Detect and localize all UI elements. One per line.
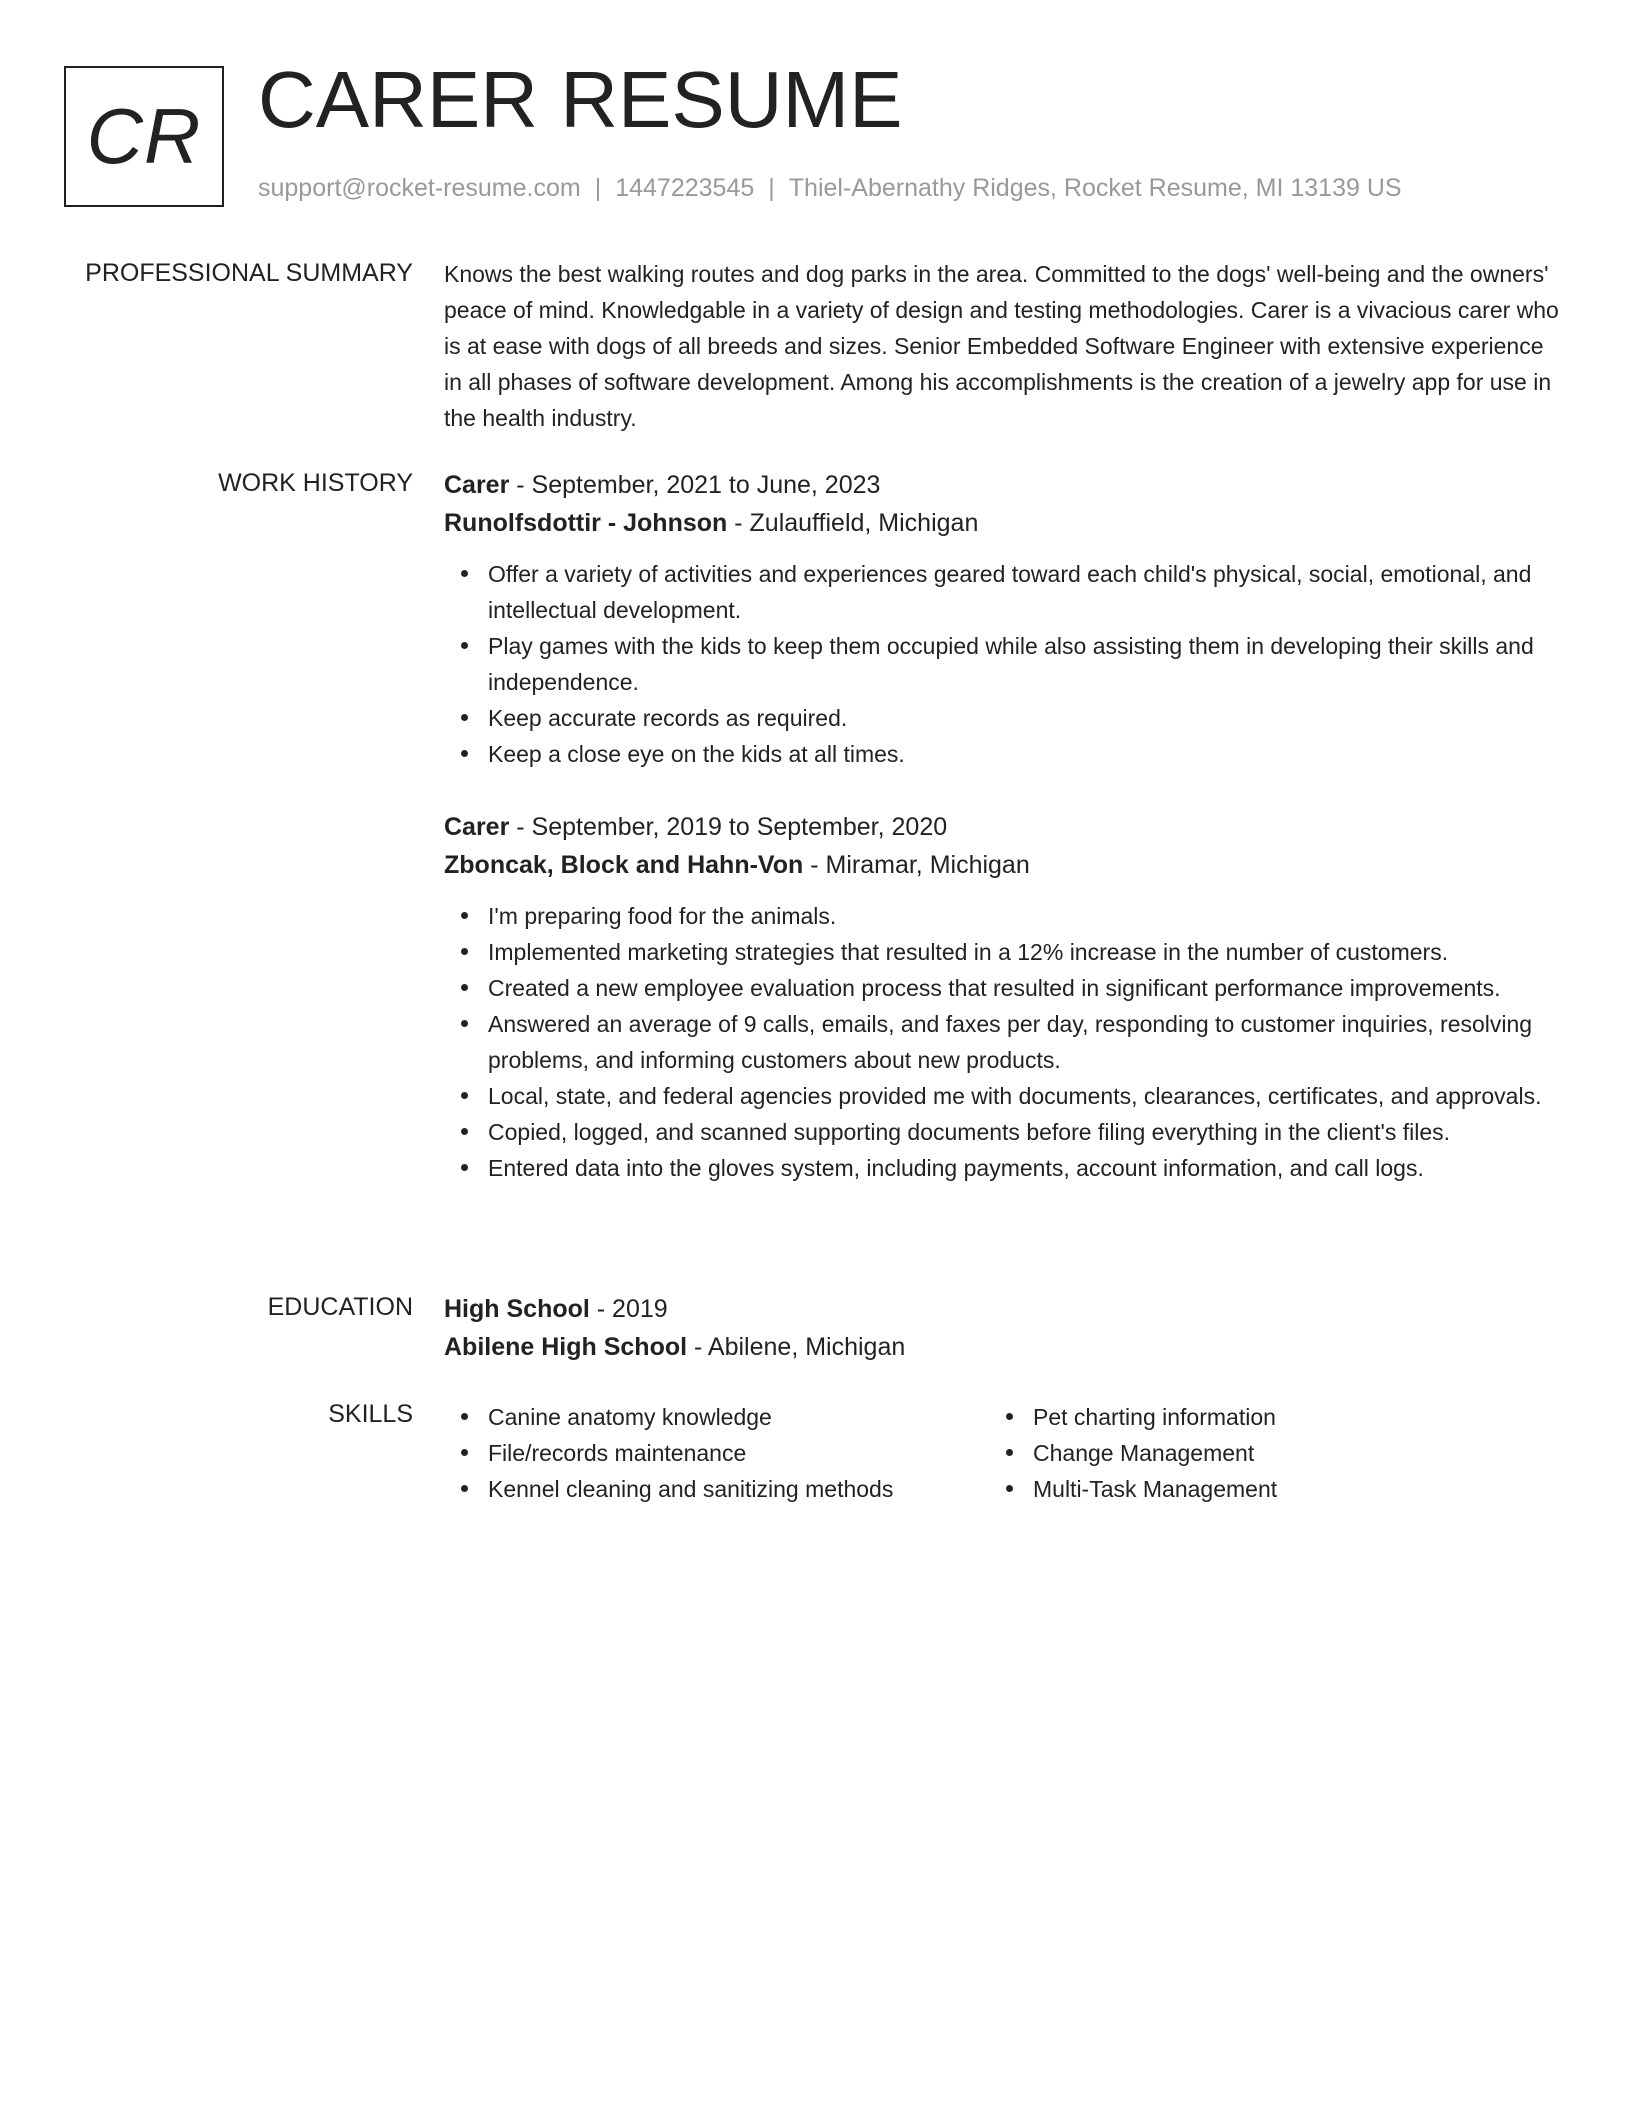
job-company: Runolfsdottir - Johnson [444,509,728,537]
skills-list [444,1399,989,1507]
skill-item: Change Management [989,1435,1534,1471]
education-location: - Abilene, Michigan [687,1333,906,1361]
education-degree: High School [444,1295,590,1323]
job-entry [444,808,1560,1186]
job-company-line [444,846,1560,884]
job-bullet: Answered an average of 9 calls, emails, and faxes per day, responding to customer inquiries, resolving problems, and informing customers about new products. [444,1006,1560,1078]
job-bullet: Local, state, and federal agencies provided me with documents, clearances, certificates, and approvals. [444,1078,1560,1114]
skill-item: Multi-Task Management [989,1471,1534,1507]
job-company-line [444,504,1560,542]
education-school-line [444,1328,1560,1366]
education-body [444,1290,1560,1366]
summary-body [444,256,1560,436]
education-school: Abilene High School [444,1333,688,1361]
job-bullet: Entered data into the gloves system, including payments, account information, and call logs. [444,1150,1560,1186]
job-role: Carer [444,471,510,499]
job-bullet: Keep a close eye on the kids at all times. [444,736,1560,772]
job-location: - Miramar, Michigan [803,851,1030,879]
job-bullet: Play games with the kids to keep them occupied while also assisting them in developing their skills and independence. [444,628,1560,700]
summary-heading: PROFESSIONAL SUMMARY [85,259,413,287]
skill-item: Kennel cleaning and sanitizing methods [444,1471,989,1507]
job-role: Carer [444,813,510,841]
skill-item: Canine anatomy knowledge [444,1399,989,1435]
summary-text: Knows the best walking routes and dog parks in the area. Committed to the dogs' well-being and the owners' peace of mind. Knowledgable in a variety of design and testing methodologies. Carer is a vivacious carer who is at ease with dogs of all breeds and sizes. Senior Embedded Software Engineer with extensive experience in all phases of software development. Among his accomplishments is the creation of a jewelry app for use in the health industry. [444,261,1559,431]
skill-item: Pet charting information [989,1399,1534,1435]
contact-email: support@rocket-resume.com [258,174,581,202]
job-bullet: Copied, logged, and scanned supporting documents before filing everything in the client's files. [444,1114,1560,1150]
resume-title: CARER RESUME [258,55,903,144]
job-title-line [444,808,1560,846]
job-company: Zboncak, Block and Hahn-Von [444,851,804,879]
skill-item: File/records maintenance [444,1435,989,1471]
job-entry [444,466,1560,772]
skills-column-1 [444,1399,989,1507]
skills-heading: SKILLS [328,1400,413,1428]
job-bullet: Created a new employee evaluation process that resulted in significant performance improvements. [444,970,1560,1006]
contact-address: Thiel-Abernathy Ridges, Rocket Resume, MI 13139 US [788,174,1402,202]
job-bullet: I'm preparing food for the animals. [444,898,1560,934]
skills-grid [444,1399,1560,1507]
job-location: - Zulauffield, Michigan [727,509,979,537]
work-history-heading: WORK HISTORY [218,469,413,497]
skills-column-2 [989,1399,1534,1507]
education-year: - 2019 [589,1295,668,1323]
job-dates: - September, 2021 to June, 2023 [509,471,881,499]
monogram-badge [64,66,224,207]
job-title-line [444,466,1560,504]
monogram-initials: CR [86,92,202,180]
job-bullet: Implemented marketing strategies that resulted in a 12% increase in the number of customers. [444,934,1560,970]
contact-line [258,172,1402,205]
job-bullet: Keep accurate records as required. [444,700,1560,736]
job-bullets [444,556,1560,772]
skills-body [444,1399,1560,1507]
job-bullets [444,898,1560,1186]
contact-phone: 1447223545 [615,174,755,202]
education-degree-line [444,1290,1560,1328]
job-bullet: Offer a variety of activities and experiences geared toward each child's physical, social, emotional, and intellectual development. [444,556,1560,628]
education-heading: EDUCATION [267,1293,413,1321]
work-history-body [444,466,1560,1186]
contact-separator: | [594,174,602,202]
job-dates: - September, 2019 to September, 2020 [509,813,948,841]
contact-separator: | [768,174,775,202]
skills-list [989,1399,1534,1507]
